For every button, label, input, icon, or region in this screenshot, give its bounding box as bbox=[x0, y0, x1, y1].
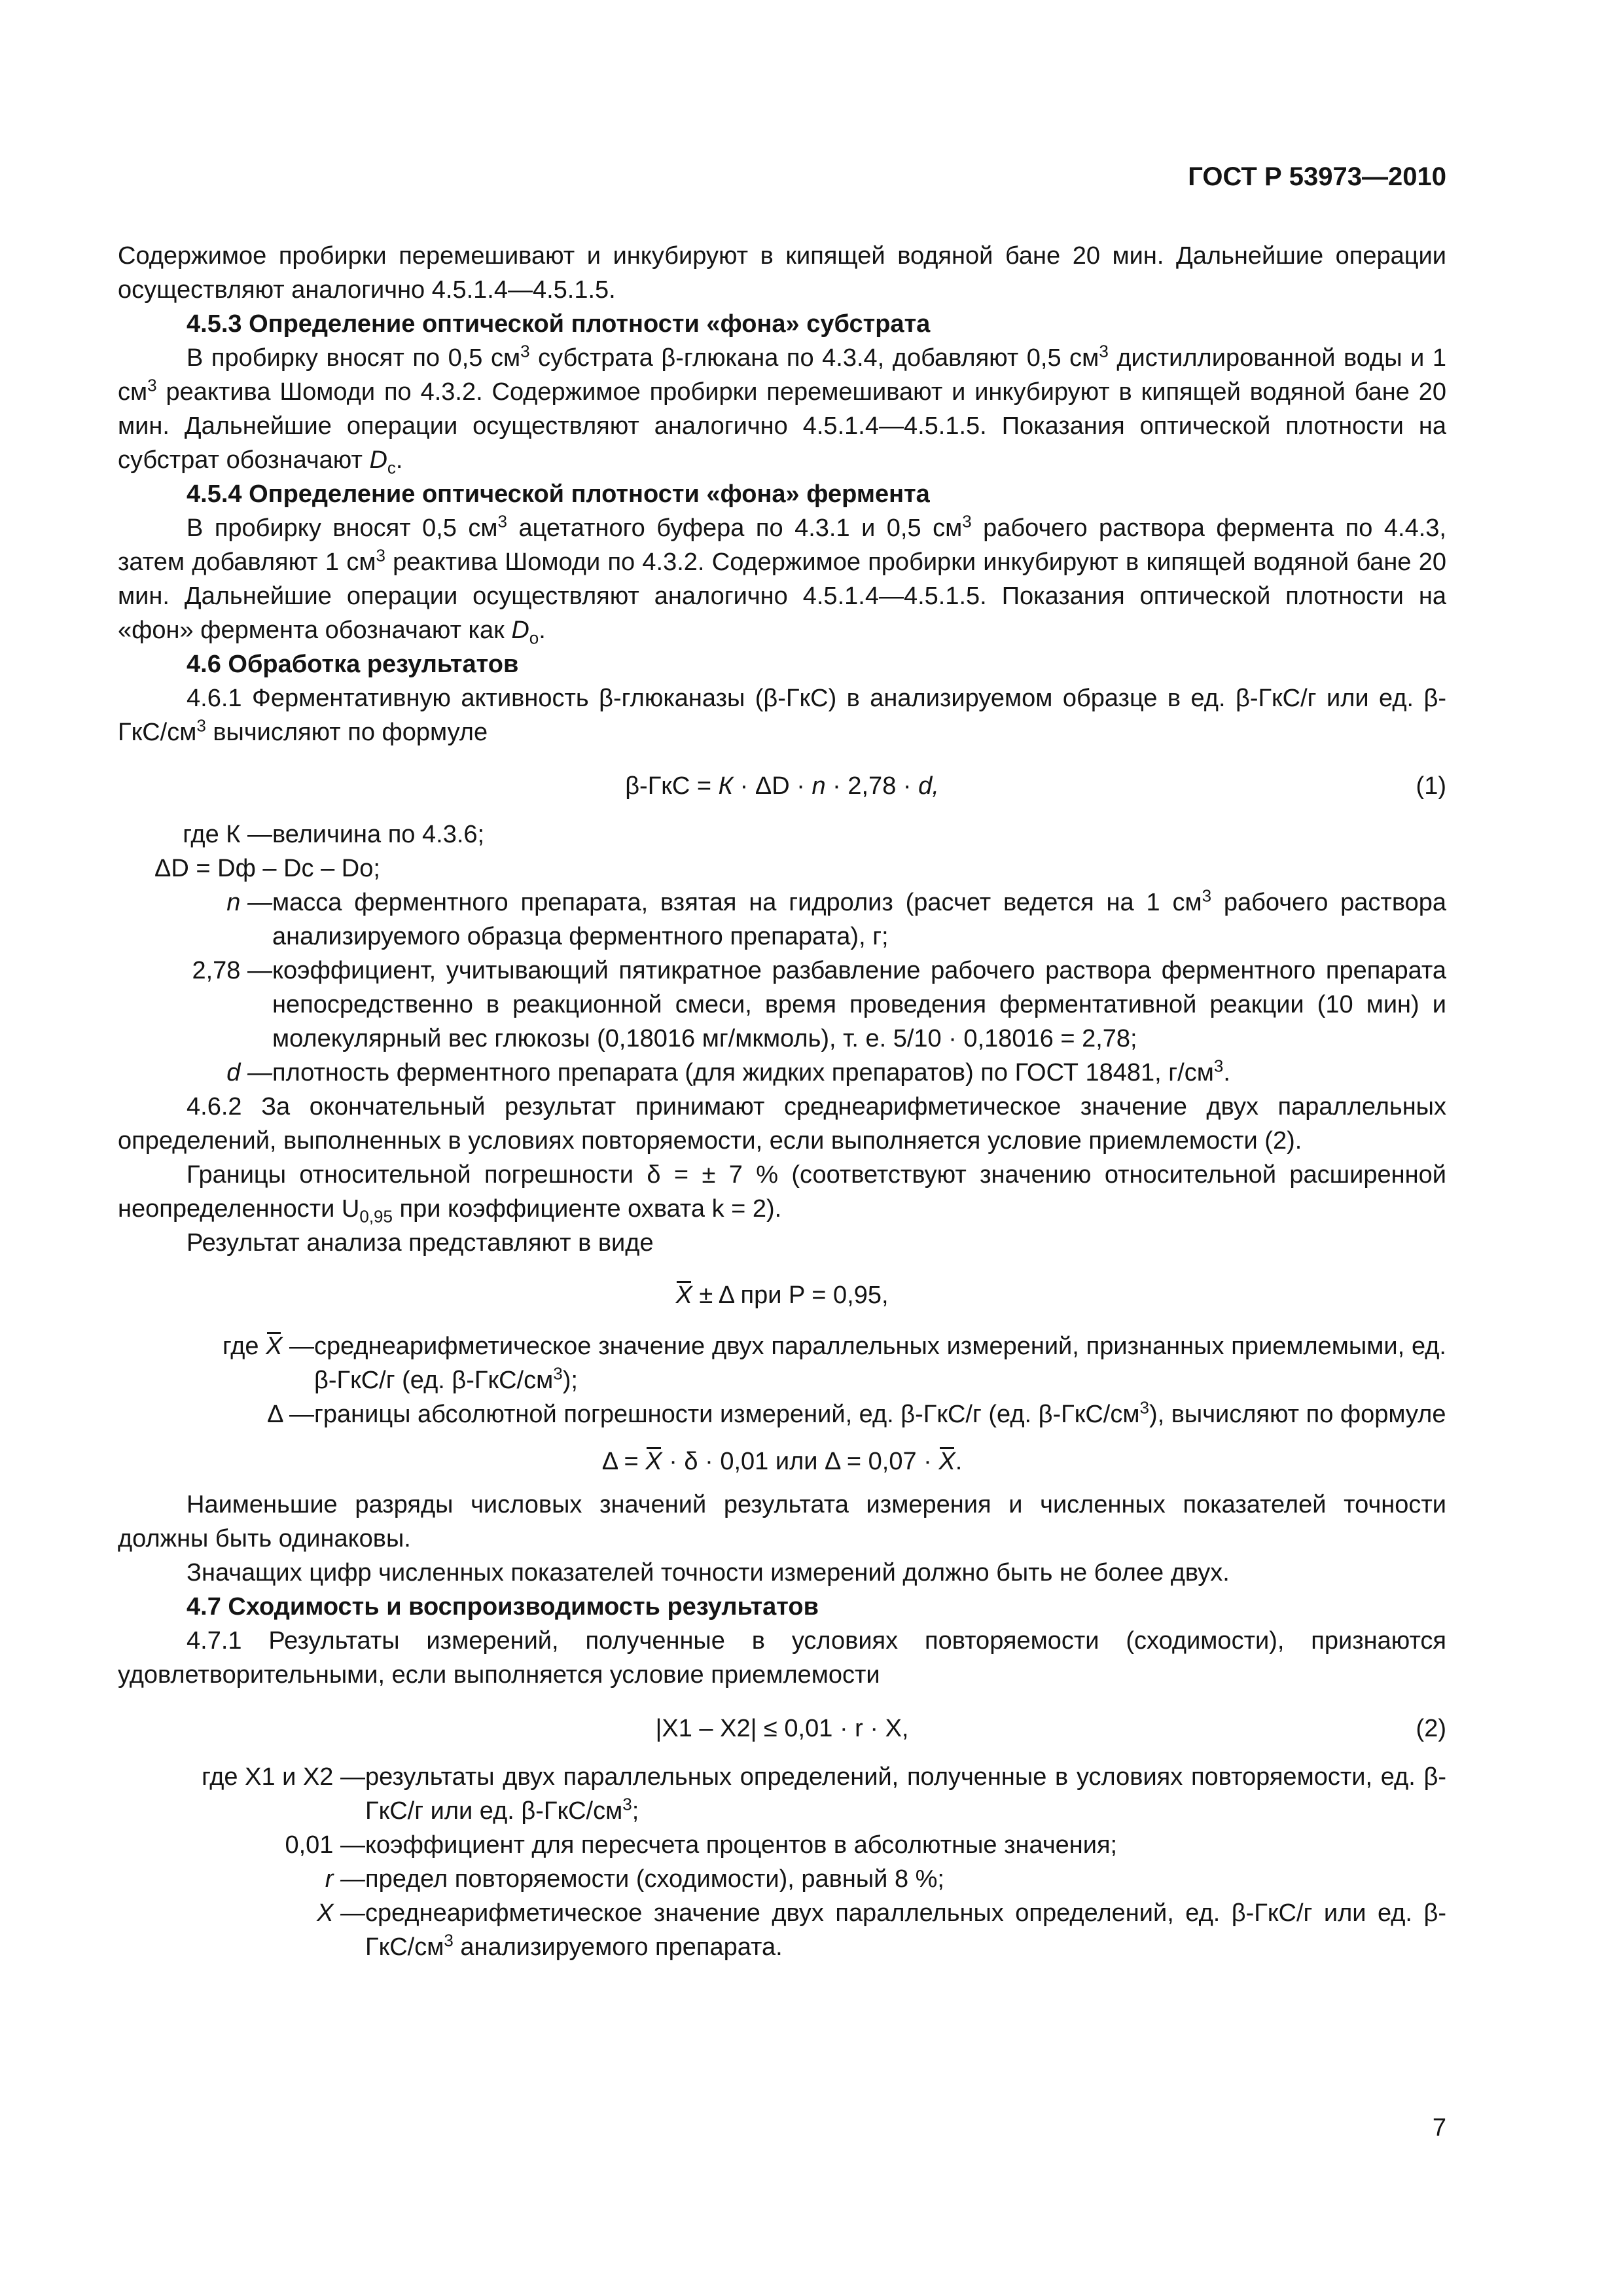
definition-item: n — масса ферментного препарата, взятая на гидролиз (расчет ведется на 1 $см^3$ рабочего раствора анализируемого образца ферментного препарата), г; bbox=[226, 886, 1446, 950]
paragraph: Результат анализа представляют в виде bbox=[187, 1229, 654, 1257]
paragraph: Значащих цифр численных показателей точности измерений должно быть не более двух. bbox=[187, 1559, 1230, 1587]
formula-1: β-ГкС = К · ΔD · n · 2,78 · d, (1) bbox=[118, 769, 1446, 803]
paragraph: Наименьшие разряды числовых значений результата измерения и численных показателей точности должны быть одинаковы. bbox=[118, 1491, 1446, 1552]
definition-item: где X1 и X2 — результаты двух параллельных определений, полученные в условиях повторяемости, ед. β-ГкС/г или ед. $\beta-ГкС/см^3$; bbox=[202, 1763, 1446, 1825]
formula-number: (2) bbox=[1416, 1715, 1446, 1742]
section-heading-4-6: 4.6 Обработка результатов bbox=[187, 651, 519, 678]
page-number: 7 bbox=[1432, 2114, 1446, 2142]
paragraph: Границы относительной погрешности δ = ± 7 % (соответствуют значению относительной расширенной неопределенности $U_{0,95}$ при коэффициенте охвата k = 2). bbox=[118, 1161, 1446, 1227]
definition-item: 0,01 — коэффициент для пересчета процентов в абсолютные значения; bbox=[285, 1831, 1118, 1859]
paragraph: 4.6.1 Ферментативную активность β-глюканазы (β-ГкС) в анализируемом образце в ед. β-ГкС/г или ед. $\beta-ГкС/см^3$ вычисляют по формуле bbox=[118, 685, 1446, 746]
formula-result: X ± Δ при P = 0,95, bbox=[118, 1278, 1446, 1312]
formula-number: (1) bbox=[1416, 772, 1446, 800]
definition-item: d — плотность ферментного препарата (для жидких препаратов) по ГОСТ 18481, $г/см^3$. bbox=[226, 1056, 1230, 1086]
definition-item: Δ — границы абсолютной погрешности измерений, ед. β-ГкС/г (ед. $\beta-ГкС/см^3$), вычисляют по формуле bbox=[267, 1397, 1446, 1428]
document-body bbox=[118, 239, 1446, 1964]
definition-item: X — среднеарифметическое значение двух параллельных определений, ед. β-ГкС/г или ед. $\beta-ГкС/см^3$ анализируемого препарата. bbox=[317, 1899, 1446, 1961]
document-header: ГОСТ Р 53973—2010 bbox=[1188, 162, 1446, 191]
formula-2: |X1 – X2| ≤ 0,01 · r · X, (2) bbox=[118, 1712, 1446, 1746]
paragraph: В пробирку вносят 0,5 $см^3$ ацетатного буфера по 4.3.1 и 0,5 $см^3$ рабочего раствора фермента по 4.4.3, затем добавляют 1 $см^3$ реактива Шомоди по 4.3.2. Содержимое пробирки инкубируют в кипящей водяной бане 20 мин. Дальнейшие операции осуществляют аналогично 4.5.1.4—4.5.1.5. Показания оптической плотности на «фон» фермента обозначают как $D_о$. bbox=[118, 511, 1446, 648]
definition-item: где К — величина по 4.3.6; bbox=[183, 821, 485, 848]
section-heading-4-5-4: 4.5.4 Определение оптической плотности «фона» фермента bbox=[187, 480, 930, 508]
definition-item: 2,78 — коэффициент, учитывающий пятикратное разбавление рабочего раствора ферментного препарата непосредственно в реакционной смеси, время проведения ферментативной реакции (10 мин) и молекулярный вес глюкозы (0,18016 мг/мкмоль), т. е. 5/10 · 0,18016 = 2,78; bbox=[192, 957, 1446, 1052]
definition-item: ΔD = Dф – Dс – Dо; bbox=[154, 855, 380, 882]
paragraph: Содержимое пробирки перемешивают и инкубируют в кипящей водяной бане 20 мин. Дальнейшие операции осуществляют аналогично 4.5.1.4—4.5.1.5. bbox=[118, 242, 1446, 304]
definition-item: где X — среднеарифметическое значение двух параллельных измерений, признанных приемлемыми, ед. β-ГкС/г (ед. $\beta-ГкС/см^3$); bbox=[118, 1329, 1446, 1397]
section-heading-4-5-3: 4.5.3 Определение оптической плотности «фона» субстрата bbox=[187, 310, 931, 338]
section-heading-4-7: 4.7 Сходимость и воспроизводимость результатов bbox=[187, 1593, 819, 1621]
definition-item: r — предел повторяемости (сходимости), равный 8 %; bbox=[325, 1865, 944, 1893]
paragraph: В пробирку вносят по 0,5 $см^3$ субстрата β-глюкана по 4.3.4, добавляют 0,5 $см^3$ дистиллированной воды и 1 $см^3$ реактива Шомоди по 4.3.2. Содержимое пробирки перемешивают и инкубируют в кипящей водяной бане 20 мин. Дальнейшие операции осуществляют аналогично 4.5.1.4—4.5.1.5. Показания оптической плотности на субстрат обозначают $D_с$. bbox=[118, 341, 1447, 478]
paragraph: 4.7.1 Результаты измерений, полученные в условиях повторяемости (сходимости), признаются удовлетворительными, если выполняется условие приемлемости bbox=[118, 1627, 1446, 1689]
document-page bbox=[118, 0, 1446, 2296]
paragraph: 4.6.2 За окончательный результат принимают среднеарифметическое значение двух параллельных определений, выполненных в условиях повторяемости, если выполняется условие приемлемости (2). bbox=[118, 1093, 1446, 1155]
formula-delta: Δ = X · δ · 0,01 или Δ = 0,07 · X. bbox=[118, 1444, 1446, 1479]
